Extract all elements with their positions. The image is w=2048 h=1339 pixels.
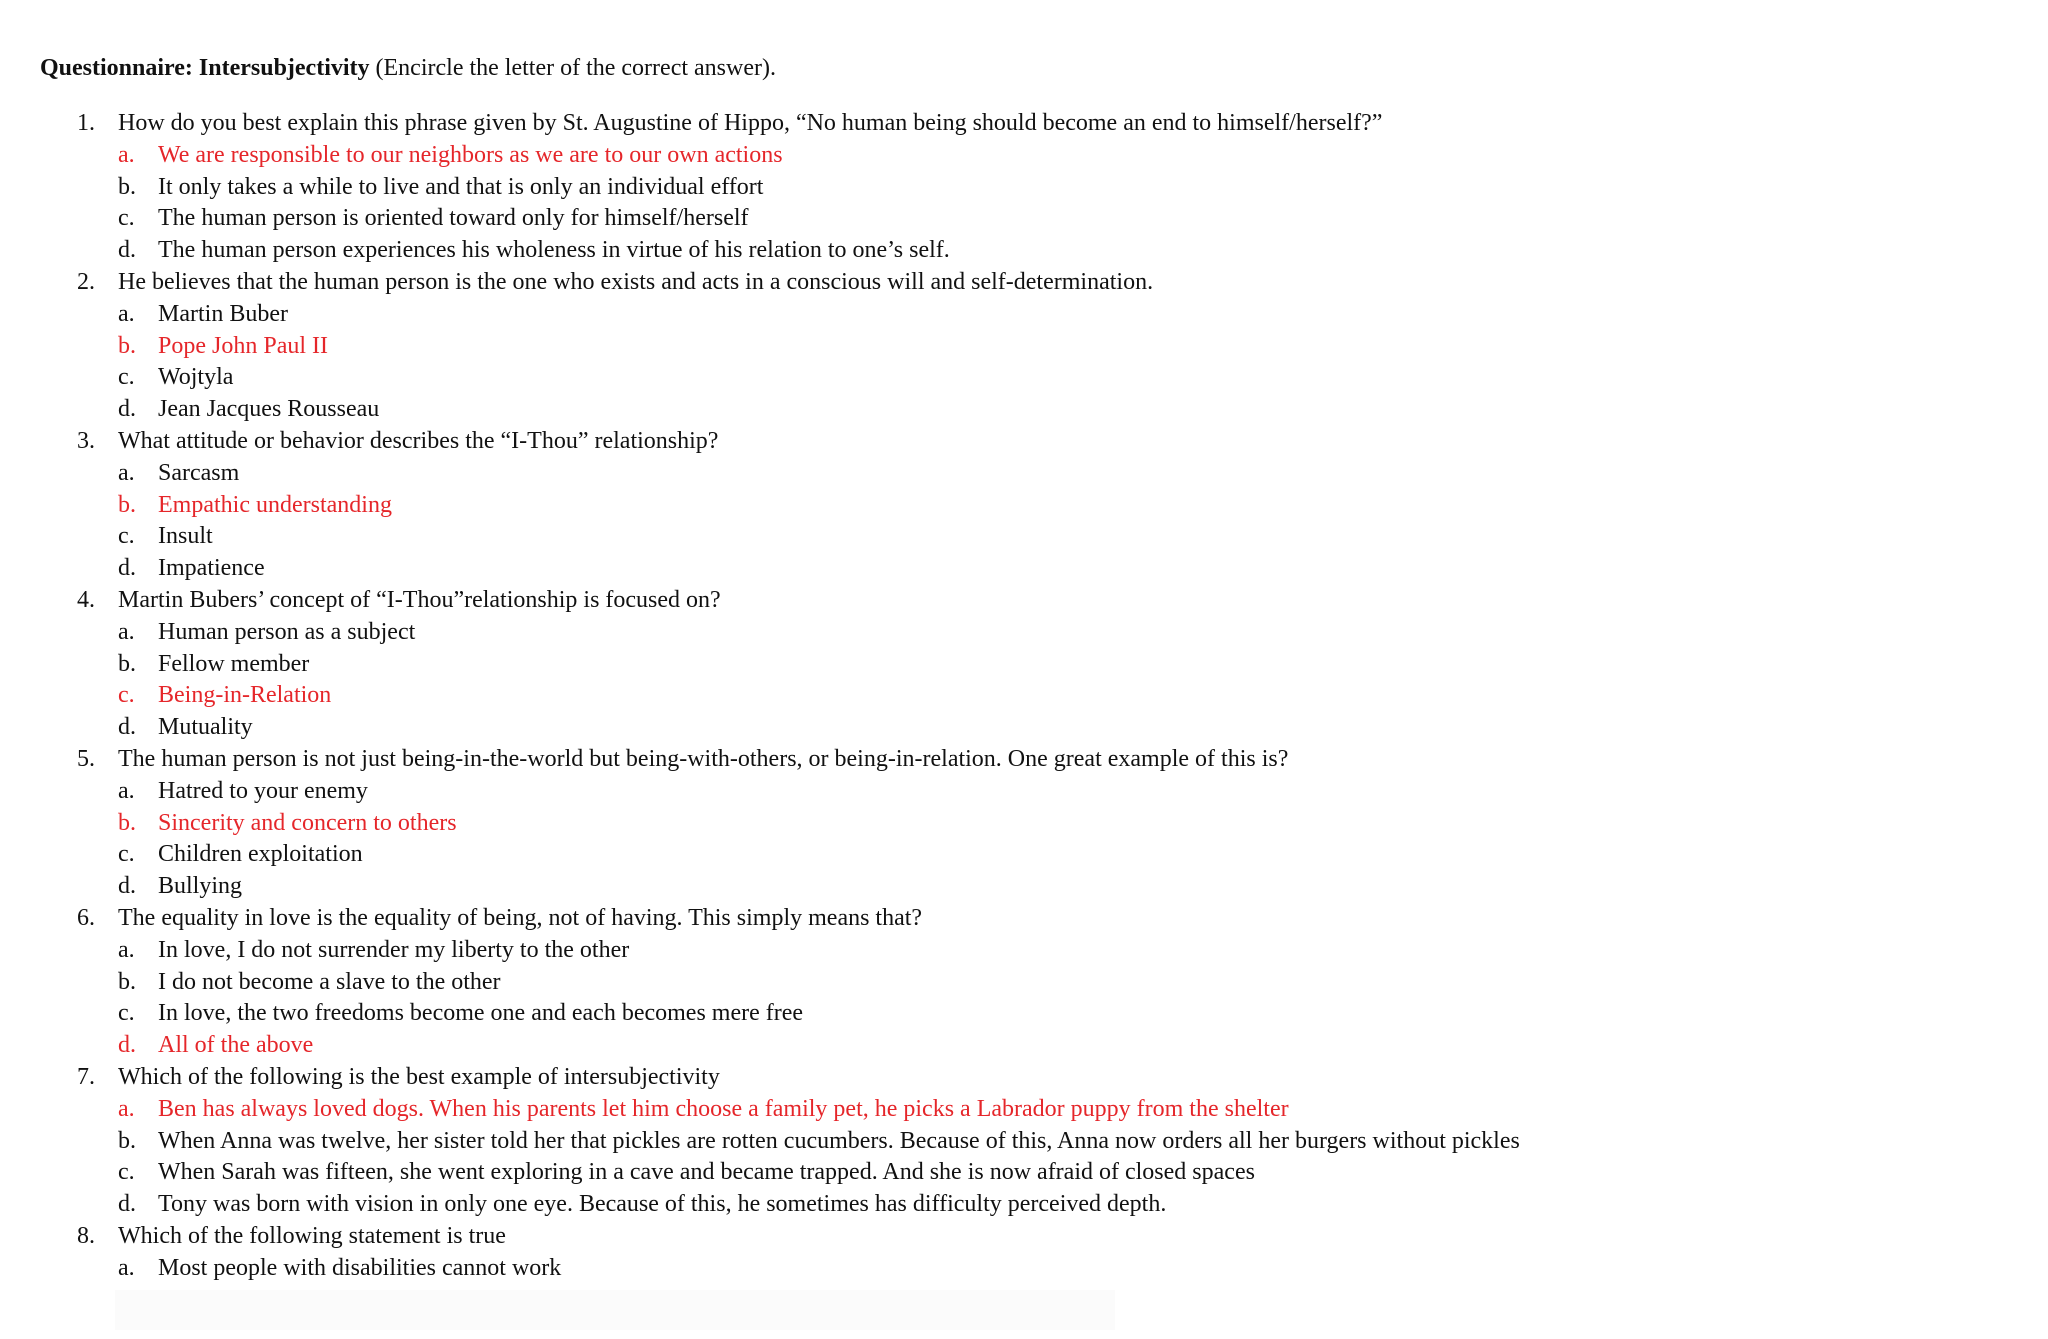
option-letter: d.: [118, 396, 136, 423]
option-text: It only takes a while to live and that is only an individual effort: [158, 173, 764, 200]
answer-option[interactable]: [0, 1157, 2048, 1189]
option-text: Sincerity and concern to others: [158, 809, 457, 836]
option-letter: a.: [118, 936, 135, 963]
question-list: [0, 108, 2048, 1284]
question-number: 2.: [77, 268, 95, 295]
answer-option[interactable]: [0, 649, 2048, 681]
answer-option-correct[interactable]: [0, 808, 2048, 840]
option-text: Mutuality: [158, 714, 253, 741]
option-letter: b.: [118, 968, 136, 995]
question-6: [0, 903, 2048, 935]
option-letter: b.: [118, 491, 136, 518]
option-letter: a.: [118, 141, 135, 168]
option-letter: c.: [118, 1159, 135, 1186]
option-letter: a.: [118, 459, 135, 486]
answer-option[interactable]: [0, 458, 2048, 490]
answer-option[interactable]: [0, 553, 2048, 585]
option-text: Martin Buber: [158, 300, 288, 327]
answer-option-correct[interactable]: [0, 331, 2048, 363]
option-letter: c.: [118, 1000, 135, 1027]
option-letter: c.: [118, 364, 135, 391]
faint-background-band: [115, 1290, 1115, 1330]
option-text: Hatred to your enemy: [158, 777, 368, 804]
question-text: Martin Bubers’ concept of “I-Thou”relationship is focused on?: [118, 586, 721, 613]
option-text: Insult: [158, 523, 213, 550]
option-text: Pope John Paul II: [158, 332, 328, 359]
option-text: When Sarah was fifteen, she went exploring in a cave and became trapped. And she is now afraid of closed spaces: [158, 1159, 1255, 1186]
question-text: How do you best explain this phrase given by St. Augustine of Hippo, “No human being should become an end to himself/herself?”: [118, 110, 1383, 136]
question-5: [0, 744, 2048, 776]
question-number: 1.: [77, 110, 95, 136]
answer-option[interactable]: [0, 394, 2048, 426]
question-number: 5.: [77, 745, 95, 772]
option-text: We are responsible to our neighbors as we are to our own actions: [158, 141, 783, 168]
option-text: Jean Jacques Rousseau: [158, 396, 380, 423]
question-number: 4.: [77, 586, 95, 613]
question-text: Which of the following is the best example of intersubjectivity: [118, 1063, 720, 1090]
answer-option[interactable]: [0, 1253, 2048, 1285]
option-text: Ben has always loved dogs. When his parents let him choose a family pet, he picks a Labrador puppy from the shelter: [158, 1095, 1289, 1122]
question-1: [0, 108, 2048, 140]
answer-option[interactable]: [0, 935, 2048, 967]
option-letter: d.: [118, 714, 136, 741]
heading-instructions: (Encircle the letter of the correct answer).: [369, 55, 776, 81]
option-letter: d.: [118, 873, 136, 900]
option-text: Being-in-Relation: [158, 682, 332, 709]
option-letter: c.: [118, 205, 135, 232]
question-number: 6.: [77, 904, 95, 931]
option-letter: b.: [118, 173, 136, 200]
question-text: The equality in love is the equality of being, not of having. This simply means that?: [118, 904, 923, 931]
option-letter: d.: [118, 1032, 136, 1059]
option-text: Tony was born with vision in only one eye. Because of this, he sometimes has difficulty perceived depth.: [158, 1191, 1167, 1218]
answer-option[interactable]: [0, 776, 2048, 808]
question-number: 7.: [77, 1063, 95, 1090]
question-text: The human person is not just being-in-the-world but being-with-others, or being-in-relation. One great example of this is?: [118, 745, 1289, 772]
option-letter: b.: [118, 332, 136, 359]
answer-option[interactable]: [0, 203, 2048, 235]
option-text: Children exploitation: [158, 841, 363, 868]
option-text: Bullying: [158, 873, 243, 900]
option-letter: c.: [118, 523, 135, 550]
option-letter: a.: [118, 1254, 135, 1281]
question-number: 8.: [77, 1222, 95, 1249]
answer-option[interactable]: [0, 172, 2048, 204]
option-letter: d.: [118, 555, 136, 582]
answer-option[interactable]: [0, 1126, 2048, 1158]
option-letter: a.: [118, 1095, 135, 1122]
question-4: [0, 585, 2048, 617]
answer-option[interactable]: [0, 839, 2048, 871]
option-letter: a.: [118, 300, 135, 327]
answer-option-correct[interactable]: [0, 1030, 2048, 1062]
option-text: Empathic understanding: [158, 491, 392, 518]
option-letter: b.: [118, 1127, 136, 1154]
option-text: Wojtyla: [158, 364, 234, 391]
question-text: He believes that the human person is the one who exists and acts in a conscious will and self-determination.: [118, 268, 1154, 295]
answer-option[interactable]: [0, 521, 2048, 553]
answer-option[interactable]: [0, 712, 2048, 744]
option-text: In love, I do not surrender my liberty to the other: [158, 936, 630, 963]
question-8: [0, 1221, 2048, 1253]
question-text: What attitude or behavior describes the “I-Thou” relationship?: [118, 427, 719, 454]
answer-option-correct[interactable]: [0, 490, 2048, 522]
answer-option[interactable]: [0, 871, 2048, 903]
option-letter: a.: [118, 618, 135, 645]
answer-option-correct[interactable]: [0, 140, 2048, 172]
option-text: In love, the two freedoms become one and each becomes mere free: [158, 1000, 804, 1027]
option-text: Sarcasm: [158, 459, 240, 486]
question-number: 3.: [77, 427, 95, 454]
answer-option[interactable]: [0, 998, 2048, 1030]
option-text: The human person is oriented toward only for himself/herself: [158, 205, 749, 232]
question-2: [0, 267, 2048, 299]
answer-option[interactable]: [0, 362, 2048, 394]
option-text: Human person as a subject: [158, 618, 416, 645]
answer-option[interactable]: [0, 1189, 2048, 1221]
question-7: [0, 1062, 2048, 1094]
answer-option[interactable]: [0, 235, 2048, 267]
question-text: Which of the following statement is true: [118, 1222, 506, 1249]
option-text: Impatience: [158, 555, 265, 582]
option-text: The human person experiences his wholeness in virtue of his relation to one’s self.: [158, 237, 950, 264]
option-letter: a.: [118, 777, 135, 804]
option-text: When Anna was twelve, her sister told her that pickles are rotten cucumbers. Because of this, Anna now orders all her burgers without pickles: [158, 1127, 1520, 1154]
question-3: [0, 426, 2048, 458]
questionnaire-heading: [40, 52, 776, 84]
option-text: I do not become a slave to the other: [158, 968, 501, 995]
answer-option[interactable]: [0, 299, 2048, 331]
option-letter: b.: [118, 809, 136, 836]
answer-option[interactable]: [0, 617, 2048, 649]
option-text: Fellow member: [158, 650, 310, 677]
option-text: Most people with disabilities cannot work: [158, 1254, 562, 1281]
option-letter: d.: [118, 237, 136, 264]
option-text: All of the above: [158, 1032, 314, 1059]
answer-option-correct[interactable]: [0, 680, 2048, 712]
option-letter: b.: [118, 650, 136, 677]
option-letter: c.: [118, 841, 135, 868]
option-letter: d.: [118, 1191, 136, 1218]
answer-option-correct[interactable]: [0, 1094, 2048, 1126]
option-letter: c.: [118, 682, 135, 709]
heading-title: Questionnaire: Intersubjectivity: [40, 55, 370, 81]
answer-option[interactable]: [0, 967, 2048, 999]
